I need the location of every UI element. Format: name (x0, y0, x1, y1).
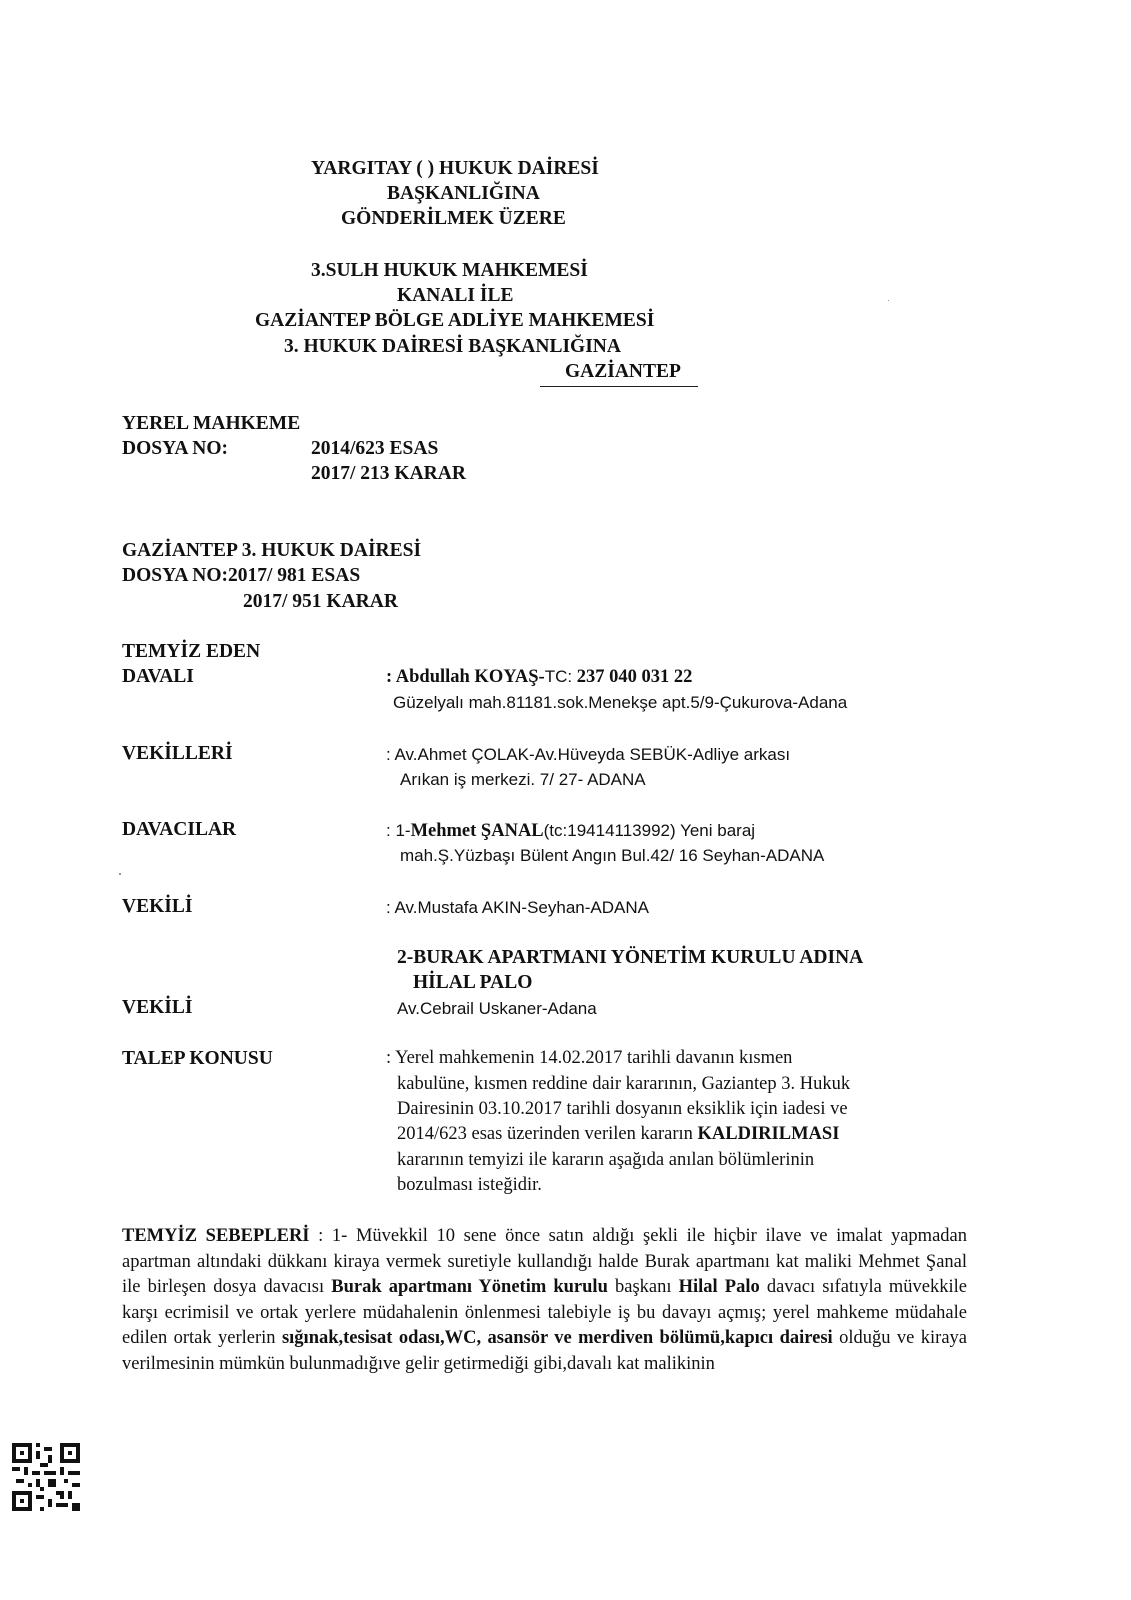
qr-code (12, 1443, 80, 1511)
plaintiff-2-lawyer-label: VEKİLİ (122, 997, 193, 1018)
grounds-text-4: olduğu ve kiraya verilmesinin mümkün bulunmadığıve gelir getirmediği gibi,davalı kat malikinin (122, 1328, 967, 1374)
defendant-tc-label: TC: (544, 667, 573, 686)
addressee-line-3: GÖNDERİLMEK ÜZERE (341, 208, 566, 229)
local-court-title: YEREL MAHKEME (122, 413, 301, 434)
defendant-name-line (386, 664, 692, 690)
defendant-name: : Abdullah KOYAŞ- (386, 667, 545, 687)
local-court-file-label: DOSYA NO: (122, 438, 229, 459)
plaintiff-2-line-2: HİLAL PALO (413, 972, 533, 993)
defendant-lawyers-label: VEKİLLERİ (122, 743, 233, 764)
grounds-bold-2: Hilal Palo (678, 1277, 760, 1298)
regional-court-karar: 2017/ 951 KARAR (243, 591, 398, 612)
local-court-esas: 2014/623 ESAS (311, 438, 439, 459)
appellant-label: TEMYİZ EDEN (122, 641, 261, 662)
defendant-lawyers-line-2: Arıkan iş merkezi. 7/ 27- ADANA (400, 770, 646, 789)
plaintiff-1-address: mah.Ş.Yüzbaşı Bülent Angın Bul.42/ 16 Seyhan-ADANA (400, 846, 825, 865)
plaintiff-2-lawyer: Av.Cebrail Uskaner-Adana (397, 999, 597, 1018)
request-label: TALEP KONUSU (122, 1048, 273, 1069)
request-line-2: kabulüne, kısmen reddine dair kararının, Gaziantep 3. Hukuk (397, 1074, 851, 1094)
plaintiff-2-line-1: 2-BURAK APARTMANI YÖNETİM KURULU ADINA (397, 947, 864, 968)
plaintiff-1-rest: (tc:19414113992) Yeni baraj (543, 821, 756, 840)
plaintiffs-label: DAVACILAR (122, 819, 237, 840)
addressee-line-7: 3. HUKUK DAİRESİ BAŞKANLIĞINA (284, 336, 621, 357)
grounds-text-2: başkanı (607, 1277, 679, 1298)
scan-speck (888, 300, 889, 301)
scan-speck (119, 873, 121, 875)
request-line-1: : Yerel mahkemenin 14.02.2017 tarihli davanın kısmen (386, 1048, 793, 1068)
request-kaldirilmasi: KALDIRILMASI (697, 1124, 840, 1144)
defendant-label: DAVALI (122, 666, 194, 687)
regional-court-file: DOSYA NO:2017/ 981 ESAS (122, 565, 361, 586)
grounds-bold-1: Burak apartmanı Yönetim kurulu (331, 1277, 608, 1298)
defendant-tc: 237 040 031 22 (572, 667, 693, 687)
plaintiff-1-line (386, 818, 755, 844)
appeal-grounds-label: TEMYİZ SEBEPLERİ (122, 1226, 310, 1246)
request-line-6: bozulması isteğidir. (397, 1175, 542, 1195)
grounds-text-1: : 1- Müvekkil 10 sene önce satın aldığı şekli ile hiçbir ilave ve imalat yapmadan apartman altındaki dükkanı kiraya vermek suretiyle kullandığı halde Burak apartmanı kat maliki Mehmet Şanal ile birleşen dosya davacısı (122, 1226, 967, 1298)
addressee-line-8: GAZİANTEP (565, 361, 681, 382)
regional-court-title: GAZİANTEP 3. HUKUK DAİRESİ (122, 540, 422, 561)
addressee-line-2: BAŞKANLIĞINA (387, 183, 540, 204)
grounds-bold-3: sığınak,tesisat odası,WC, asansör ve merdiven bölümü,kapıcı dairesi (281, 1328, 833, 1349)
addressee-line-5: KANALI İLE (397, 285, 514, 306)
plaintiff-1-lawyer-label: VEKİLİ (122, 896, 193, 917)
plaintiff-1-lawyer: : Av.Mustafa AKIN-Seyhan-ADANA (386, 898, 649, 917)
defendant-lawyers-line-1: : Av.Ahmet ÇOLAK-Av.Hüveyda SEBÜK-Adliye arkası (386, 745, 791, 764)
appeal-grounds-paragraph (122, 1224, 967, 1378)
addressee-line-4: 3.SULH HUKUK MAHKEMESİ (311, 260, 588, 281)
request-line-4-text: 2014/623 esas üzerinden verilen kararın (397, 1124, 698, 1144)
local-court-karar: 2017/ 213 KARAR (311, 463, 466, 484)
grounds-text-3: davacı sıfatıyla müvekkile karşı ecrimisil ve ortak yerlere müdahalenin önlenmesi talebiyle iş bu davayı açmış; yerel mahkeme müdahale edilen ortak yerlerin (122, 1277, 968, 1349)
addressee-line-6: GAZİANTEP BÖLGE ADLİYE MAHKEMESİ (255, 310, 655, 331)
request-line-5: kararının temyizi ile kararın aşağıda anılan bölümlerinin (397, 1150, 815, 1170)
plaintiff-1-name: Mehmet ŞANAL (410, 821, 544, 841)
plaintiff-1-prefix: : 1- (386, 821, 411, 840)
request-line-3: Dairesinin 03.10.2017 tarihli dosyanın eksiklik için iadesi ve (397, 1099, 848, 1119)
request-line-4 (397, 1122, 839, 1147)
addressee-underline (540, 386, 698, 387)
defendant-address: Güzelyalı mah.81181.sok.Menekşe apt.5/9-Çukurova-Adana (393, 693, 848, 712)
addressee-line-1: YARGITAY ( ) HUKUK DAİRESİ (311, 158, 599, 179)
